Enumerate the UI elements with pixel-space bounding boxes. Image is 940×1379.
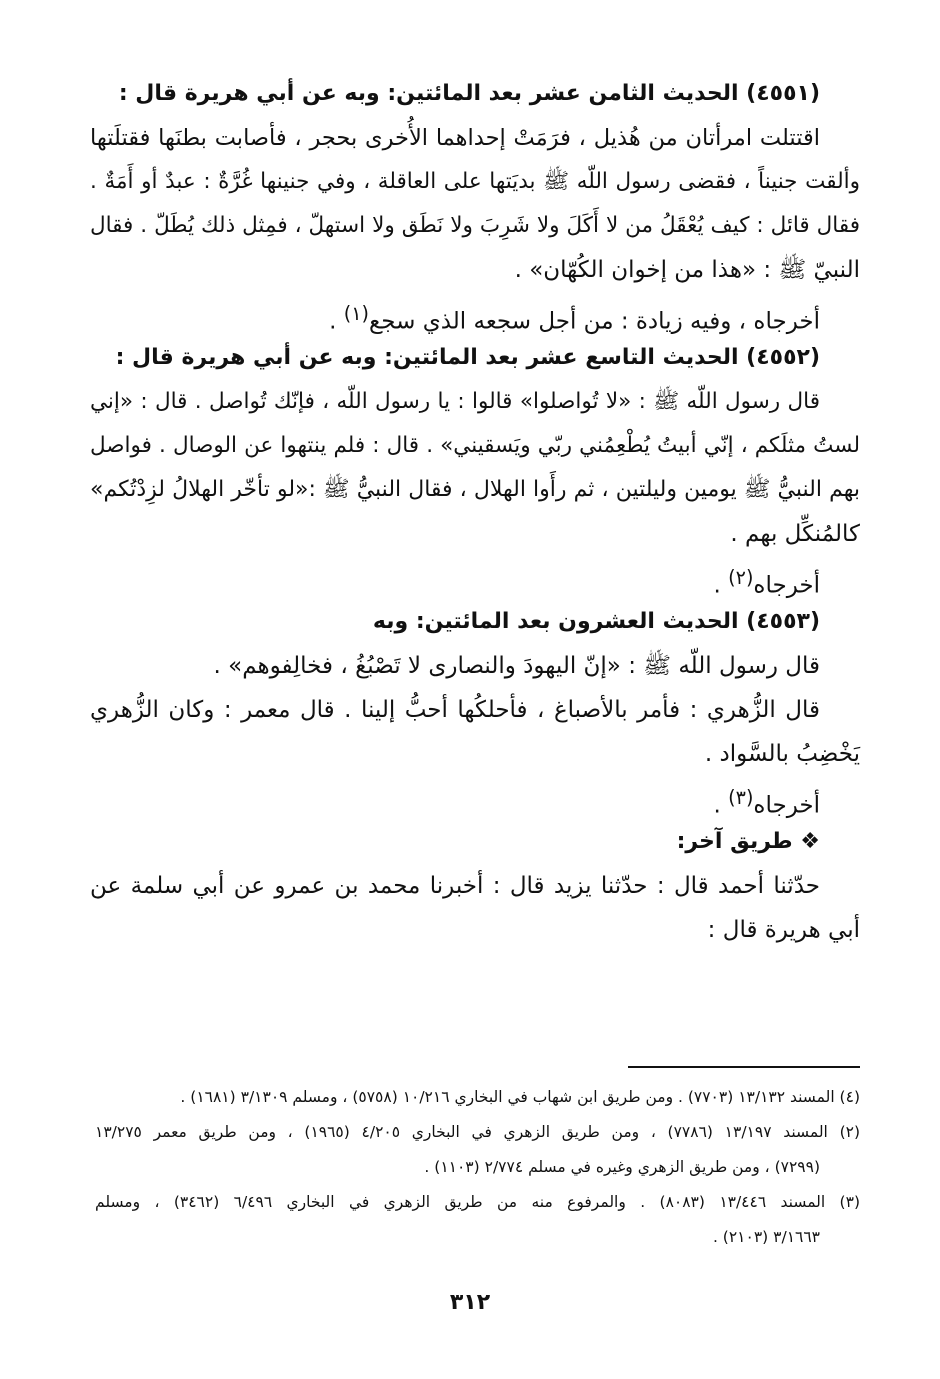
hadith-4551-takhrij (90, 292, 860, 336)
takhrij-end: . (329, 308, 344, 335)
hadith-4552-takhrij (90, 556, 860, 600)
takhrij-end: . (713, 572, 729, 599)
footnote-2: (٢) المسند ١٣/١٩٧ (٧٧٨٦) ، ومن طريق الزهري في البخاري ٤/٢٠٥ (١٩٦٥) ، ومن طريق معمر ١٣/٢٧٥ (95, 1123, 861, 1141)
another-route-line-2: أبي هريرة قال : (707, 917, 860, 943)
page-number: ٣١٢ (449, 1290, 491, 1315)
hadith-4551-line-4: النبيّ ﷺ : «هذا من إخوان الكُهّان» . (514, 257, 860, 283)
takhrij-end: . (713, 792, 729, 819)
footnote-ref: (٣) (728, 786, 754, 809)
hadith-4551-line-1: اقتتلت امرأتان من هُذيل ، فرَمَتْ إحداهما الأُخرى بحجر ، فأصابت بطنَها فقتلَتها (90, 125, 820, 151)
hadith-4551-heading: (٤٥٥١) الحديث الثامن عشر بعد المائتين: وبه عن أبي هريرة قال : (118, 81, 820, 106)
hadith-4552-heading: (٤٥٥٢) الحديث التاسع عشر بعد المائتين: وبه عن أبي هريرة قال : (115, 345, 820, 370)
footnotes (95, 1080, 860, 1255)
footnote-1: (٤) المسند ١٣/١٣٢ (٧٧٠٣) . ومن طريق ابن شهاب في البخاري ١٠/٢١٦ (٥٧٥٨) ، ومسلم ٣/١٣٠٩ (١٦٨١) . (180, 1088, 860, 1106)
takhrij-text: أخرجاه (753, 572, 820, 599)
hadith-4551-line-3: فقال قائل : كيف يُعْقَلُ من لا أَكَلَ ولا شَرِبَ ولا نَطَق ولا استهلّ ، فمِثل ذلك يُطَلّ . فقال (90, 213, 860, 238)
footnote-2-cont: (٧٢٩٩) ، ومن طريق الزهري وغيره في مسلم ٢/٧٧٤ (١١٠٣) . (424, 1158, 820, 1176)
another-route-line-1: حدّثنا أحمد قال : حدّثنا يزيد قال : أخبرنا محمد بن عمرو عن أبي سلمة عن (90, 873, 820, 899)
hadith-4553-zuhri-line-2: يَخْضِبُ بالسَّواد . (704, 741, 860, 767)
hadith-4553-heading: (٤٥٥٣) الحديث العشرون بعد المائتين: وبه (372, 609, 820, 634)
hadith-4552-line-4: كالمُنكِّل بهم . (730, 521, 860, 547)
footnote-ref: (١) (343, 302, 370, 325)
footnote-3-cont: ٣/١٦٦٣ (٢١٠٣) . (712, 1228, 820, 1246)
page-body (90, 72, 860, 952)
takhrij-text: أخرجاه (753, 792, 820, 819)
hadith-4551-line-2: وألقت جنيناً ، فقضى رسول اللّه ﷺ بديَتها على العاقلة ، وفي جنينها غُرَّةٌ : عبدٌ أو أَمَةٌ . (90, 169, 860, 194)
hadith-4552-line-2: لستُ مثلَكم ، إنّي أبيتُ يُطْعِمُني ربّي ويَسقيني» . قال : فلم ينتهوا عن الوصال . فواصل (90, 433, 860, 458)
footnote-ref: (٢) (728, 566, 754, 589)
another-route-heading: ❖ طريق آخر: (676, 829, 820, 854)
footnote-3: (٣) المسند ١٣/٤٤٦ (٨٠٨٣) . والمرفوع منه من طريق الزهري في البخاري ٦/٤٩٦ (٣٤٦٢) ، ومسلم (95, 1193, 860, 1211)
hadith-4552-line-1: قال رسول اللّه ﷺ : «لا تُواصلوا» قالوا : يا رسول اللّه ، فإنّك تُواصل . قال : «إني (90, 389, 820, 414)
footnote-divider (628, 1066, 860, 1068)
hadith-4553-zuhri-line-1: قال الزُّهري : فأمر بالأصباغ ، فأحلكُها أحبُّ إلينا . قال معمر : وكان الزُّهري (90, 697, 820, 723)
takhrij-text: أخرجاه ، وفيه زيادة : من أجل سجعه الذي سجع (369, 308, 820, 335)
hadith-4553-takhrij (90, 776, 860, 820)
hadith-4553-line-1: قال رسول اللّه ﷺ : «إنّ اليهودَ والنصارى لا تَصْبُغُ ، فخالِفوهم» . (213, 653, 820, 679)
hadith-4552-line-3: بهم النبيُّ ﷺ يومين وليلتين ، ثم رأَوا الهلال ، فقال النبيُّ ﷺ :«لو تأخّر الهلالُ لزِدْتُكم» (90, 477, 860, 502)
